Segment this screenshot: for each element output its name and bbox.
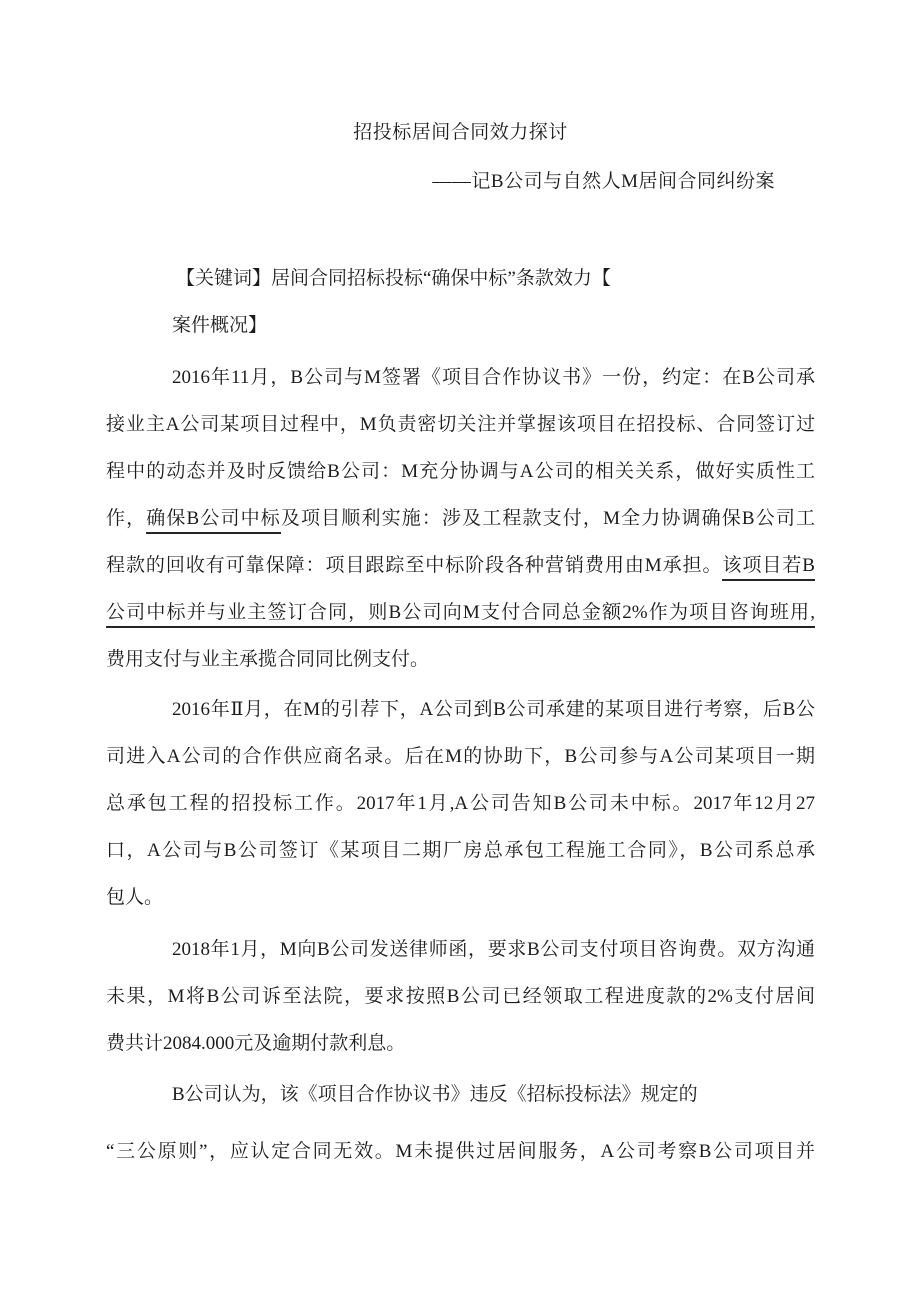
paragraph-1-line-2: 接业主A公司某项目过程中，M负责密切关注并掌握该项目在招投标、合同签订过 bbox=[106, 414, 815, 435]
paragraph-1-line-6-underlined-text: 公司中标并与业主签订合同，则B公司向M支付合同总金额2%作为项目咨询班用, bbox=[106, 602, 815, 628]
paragraph-2-line-1: 2016年Ⅱ月，在M的引荐下，A公司到B公司承建的某项目进行考察，后B公 bbox=[172, 699, 815, 720]
paragraph-1-line-4 bbox=[106, 495, 815, 542]
keywords-line-1: 【关键词】居间合同招标投标“确保中标”条款效力【 bbox=[176, 268, 611, 289]
paragraph-3 bbox=[106, 926, 815, 1067]
doc-subtitle: ——记B公司与自然人M居间合同纠纷案 bbox=[432, 171, 775, 192]
paragraph-2-line-4: 口，A公司与B公司签订《某项目二期厂房总承包工程施工合同》，B公司系总承 bbox=[106, 840, 815, 861]
paragraph-4 bbox=[106, 1071, 815, 1175]
paragraph-2 bbox=[106, 686, 815, 921]
paragraph-1-line-4-underlined-text: 确保B公司中标 bbox=[146, 508, 281, 534]
paragraph-1-line-5-underlined-text: 该项目若B bbox=[722, 555, 815, 581]
paragraph-3-line-3: 费共计2084.000元及逾期付款利息。 bbox=[106, 1033, 406, 1054]
doc-title: 招投标居间合同效力探讨 bbox=[353, 122, 568, 143]
paragraph-1-line-1: 2016年11月，B公司与M签署《项目合作协议书》一份，约定：在B公司承 bbox=[172, 367, 815, 388]
paragraph-2-line-2: 司进入A公司的合作供应商名录。后在M的协助下，B公司参与A公司某项目一期 bbox=[106, 746, 815, 767]
paragraph-1 bbox=[106, 354, 815, 683]
paragraph-1-line-5 bbox=[106, 542, 815, 589]
paragraph-1-line-5-text: 程款的回收有可靠保障：项目跟踪至中标阶段各种营销费用由M承担。 bbox=[106, 555, 723, 576]
document-content bbox=[0, 120, 815, 1175]
paragraph-4-line-1: B公司认为，该《项目合作协议书》违反《招标投标法》规定的 bbox=[172, 1084, 698, 1105]
paragraph-2-line-5: 包人。 bbox=[106, 887, 164, 908]
paragraph-1-line-4-text: 作， bbox=[106, 508, 147, 529]
paragraph-4-line-2: “三公原则”，应认定合同无效。M未提供过居间服务，A公司考察B公司项目并 bbox=[106, 1141, 815, 1162]
paragraph-1-line-7: 费用支付与业主承揽合同同比例支付。 bbox=[106, 649, 430, 670]
paragraph-3-line-2: 未果，M将B公司诉至法院，要求按照B公司已经领取工程进度款的2%支付居间 bbox=[106, 986, 815, 1007]
keywords-line-2: 案件概况】 bbox=[172, 315, 268, 336]
paragraph-1-line-4-text-after: 及项目顺利实施：涉及工程款支付，M全力协调确保B公司工 bbox=[280, 508, 815, 529]
paragraph-1-line-3: 程中的动态并及时反馈给B公司：M充分协调与A公司的相关关系，做好实质性工 bbox=[106, 461, 815, 482]
paragraph-3-line-1: 2018年1月，M向B公司发送律师函，要求B公司支付项目咨询费。双方沟通 bbox=[172, 939, 815, 960]
paragraph-1-line-6 bbox=[106, 589, 815, 636]
paragraph-2-line-3: 总承包工程的招投标工作。2017年1月,A公司告知B公司未中标。2017年12月27 bbox=[106, 793, 815, 814]
